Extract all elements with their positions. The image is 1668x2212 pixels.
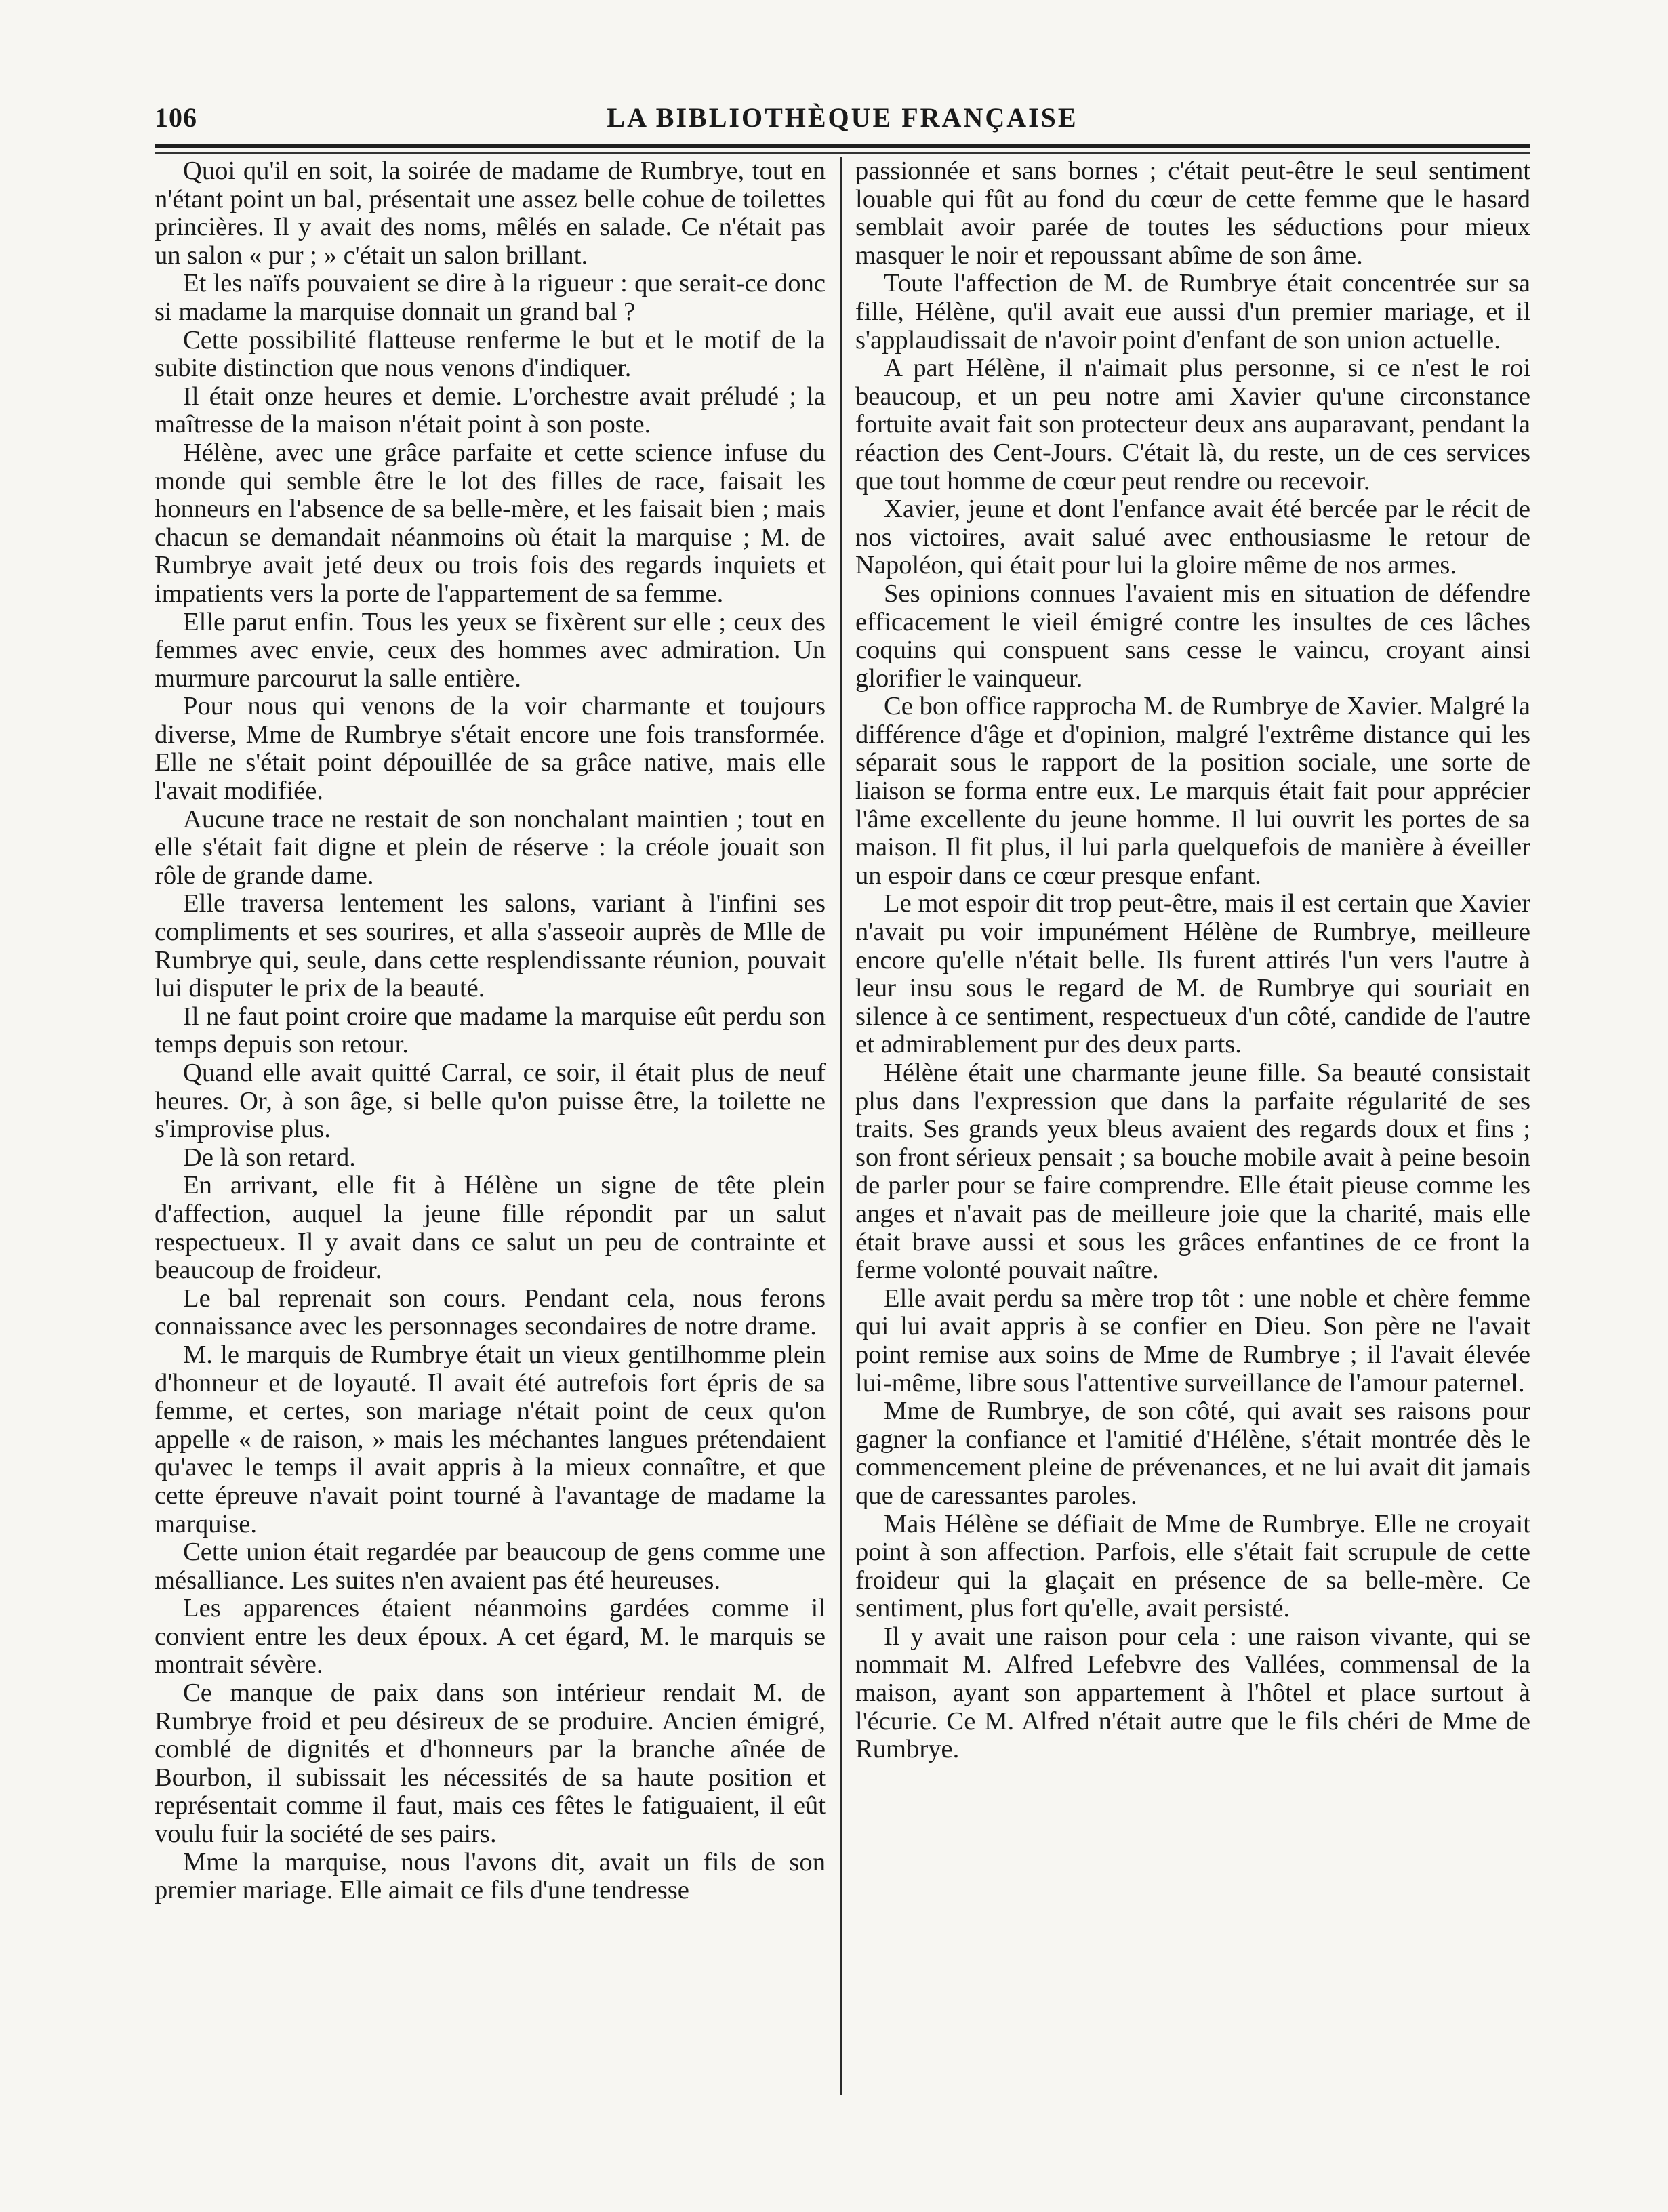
- paragraph: Quand elle avait quitté Carral, ce soir, il était plus de neuf heures. Or, à son âge, si belle qu'on puisse être, la toilette ne s'improvise plus.: [155, 1059, 826, 1144]
- paragraph: Hélène était une charmante jeune fille. Sa beauté consistait plus dans l'expression que dans la parfaite régularité de ses traits. Ses grands yeux bleus avaient des regards doux et fins ; son front sérieux pensait ; sa bouche mobile avait à peine besoin de parler pour se faire comprendre. Elle était pieuse comme les anges et n'avait pas de meilleure joie que la charité, mais elle était brave aussi et sous les grâces enfantines de ce front la ferme volonté pouvait naître.: [855, 1059, 1530, 1285]
- paragraph-continued: passionnée et sans bornes ; c'était peut-être le seul sentiment louable qui fût au fond du cœur de cette femme que le hasard semblait avoir parée de toutes les séductions pour mieux masquer le noir et repoussant abîme de son âme.: [855, 157, 1530, 270]
- paragraph: Le mot espoir dit trop peut-être, mais il est certain que Xavier n'avait pu voir impunément Hélène de Rumbrye, meilleure encore qu'elle n'était belle. Ils furent attirés l'un vers l'autre à leur insu sous le regard de M. de Rumbrye qui souriait en silence à ce sentiment, respectueux d'un côté, candide de l'autre et admirablement pur des deux parts.: [855, 889, 1530, 1059]
- paragraph: Le bal reprenait son cours. Pendant cela, nous ferons connaissance avec les personnages secondaires de notre drame.: [155, 1284, 826, 1341]
- paragraph: Cette possibilité flatteuse renferme le but et le motif de la subite distinction que nous venons d'indiquer.: [155, 325, 826, 383]
- paragraph: De là son retard.: [183, 1143, 356, 1172]
- running-title: LA BIBLIOTHÈQUE FRANÇAISE: [607, 102, 1078, 133]
- paragraph: Quoi qu'il en soit, la soirée de madame de Rumbrye, tout en n'étant point un bal, présentait une assez belle cohue de toilettes princières. Il y avait des noms, mêlés en salade. Ce n'était pas un salon « pur ; » c'était un salon brillant.: [155, 157, 826, 270]
- paragraph: Elle parut enfin. Tous les yeux se fixèrent sur elle ; ceux des femmes avec envie, ceux des hommes avec admiration. Un murmure parcourut la salle entière.: [155, 607, 826, 693]
- paragraph: Mme la marquise, nous l'avons dit, avait un fils de son premier mariage. Elle aimait ce fils d'une tendresse: [155, 1847, 826, 1905]
- paragraph: Mme de Rumbrye, de son côté, qui avait ses raisons pour gagner la confiance et l'amitié d'Hélène, s'était montrée dès le commencement pleine de prévenances, et ne lui avait dit jamais que de caressantes paroles.: [855, 1397, 1530, 1510]
- paragraph: Il ne faut point croire que madame la marquise eût perdu son temps depuis son retour.: [155, 1002, 826, 1059]
- paragraph: Ce bon office rapprocha M. de Rumbrye de Xavier. Malgré la différence d'âge et d'opinion, malgré l'extrême distance qui les séparait sous le rapport de la position sociale, une sorte de liaison se forma entre eux. Le marquis était fait pour apprécier l'âme excellente du jeune homme. Il lui ouvrit les portes de sa maison. Il fit plus, il lui parla quelquefois de manière à éveiller un espoir dans ce cœur presque enfant.: [855, 692, 1530, 890]
- paragraph: Ce manque de paix dans son intérieur rendait M. de Rumbrye froid et peu désireux de se produire. Ancien émigré, comblé de dignités et d'honneurs par la branche aînée de Bourbon, il subissait les nécessités de sa haute position et représentait comme il faut, mais ces fêtes le fatiguaient, il eût voulu fuir la société de ses pairs.: [155, 1679, 826, 1849]
- paragraph: Pour nous qui venons de la voir charmante et toujours diverse, Mme de Rumbrye s'était encore une fois transformée. Elle ne s'était point dépouillée de sa grâce native, mais elle l'avait modifiée.: [155, 692, 826, 806]
- paragraph: Xavier, jeune et dont l'enfance avait été bercée par le récit de nos victoires, avait salué avec enthousiasme le retour de Napoléon, qui était pour lui la gloire même de nos armes.: [855, 495, 1530, 580]
- paragraph: M. le marquis de Rumbrye était un vieux gentilhomme plein d'honneur et de loyauté. Il avait été autrefois fort épris de sa femme, et certes, son mariage n'était point de ceux qu'on appelle « de raison, » mais les méchantes langues prétendaient qu'avec le temps il avait appris à la mieux connaître, et que cette épreuve n'avait point tourné à l'avantage de madame la marquise.: [155, 1340, 826, 1538]
- paragraph: Aucune trace ne restait de son nonchalant maintien ; tout en elle s'était fait digne et plein de réserve : la créole jouait son rôle de grande dame.: [155, 804, 826, 890]
- page-number: 106: [155, 102, 197, 133]
- paragraph: Les apparences étaient néanmoins gardées comme il convient entre les deux époux. A cet égard, M. le marquis se montrait sévère.: [155, 1594, 826, 1679]
- paragraph: Il y avait une raison pour cela : une raison vivante, qui se nommait M. Alfred Lefebvre des Vallées, commensal de la maison, ayant son appartement à l'hôtel et place surtout à l'écurie. Ce M. Alfred n'était autre que le fils chéri de Mme de Rumbrye.: [855, 1622, 1530, 1764]
- paragraph: Hélène, avec une grâce parfaite et cette science infuse du monde qui semble être le lot des filles de race, faisait les honneurs en l'absence de sa belle-mère, et les faisait bien ; mais chacun se demandait néanmoins où était la marquise ; M. de Rumbrye avait jeté deux ou trois fois des regards inquiets et impatients vers la porte de l'appartement de sa femme.: [155, 438, 826, 608]
- paragraph: En arrivant, elle fit à Hélène un signe de tête plein d'affection, auquel la jeune fille répondit par un salut respectueux. Il y avait dans ce salut un peu de contrainte et beaucoup de froideur.: [155, 1171, 826, 1285]
- paragraph: Elle traversa lentement les salons, variant à l'infini ses compliments et ses sourires, et alla s'asseoir auprès de Mlle de Rumbrye qui, seule, dans cette resplendissante réunion, pouvait lui disputer le prix de la beauté.: [155, 889, 826, 1003]
- paragraph: Toute l'affection de M. de Rumbrye était concentrée sur sa fille, Hélène, qu'il avait eue aussi d'un premier mariage, et il s'applaudissait de n'avoir point d'enfant de son union actuelle.: [855, 269, 1530, 354]
- header-rule: [155, 144, 1530, 148]
- left-column: [155, 157, 826, 2095]
- paragraph: Elle avait perdu sa mère trop tôt : une noble et chère femme qui lui avait appris à se confier en Dieu. Son père ne l'avait point remise aux soins de Mme de Rumbrye ; il l'avait élevée lui-même, libre sous l'attentive surveillance de l'amour paternel.: [855, 1284, 1530, 1397]
- header-rule-thin: [155, 152, 1530, 154]
- paragraph: Et les naïfs pouvaient se dire à la rigueur : que serait-ce donc si madame la marquise donnait un grand bal ?: [155, 269, 826, 326]
- paragraph: Cette union était regardée par beaucoup de gens comme une mésalliance. Les suites n'en avaient pas été heureuses.: [155, 1538, 826, 1595]
- page-header: [155, 102, 1530, 142]
- paragraph: Mais Hélène se défiait de Mme de Rumbrye. Elle ne croyait point à son affection. Parfois, elle s'était fait scrupule de cette froideur qui la glaçait en présence de sa belle-mère. Ce sentiment, plus fort qu'elle, avait persisté.: [855, 1509, 1530, 1623]
- paragraph: Il était onze heures et demie. L'orchestre avait préludé ; la maîtresse de la maison n'était point à son poste.: [155, 382, 826, 439]
- column-divider: [840, 157, 842, 2095]
- paragraph: Ses opinions connues l'avaient mis en situation de défendre efficacement le vieil émigré contre les insultes de ces lâches coquins qui conspuent sans cesse le vaincu, croyant ainsi glorifier le vainqueur.: [855, 579, 1530, 693]
- right-column: [855, 157, 1530, 2095]
- paragraph: A part Hélène, il n'aimait plus personne, si ce n'est le roi beaucoup, et un peu notre ami Xavier qu'une circonstance fortuite avait fait son protecteur deux ans auparavant, pendant la réaction des Cent-Jours. C'était là, du reste, un de ces services que tout homme de cœur peut rendre ou recevoir.: [855, 354, 1530, 495]
